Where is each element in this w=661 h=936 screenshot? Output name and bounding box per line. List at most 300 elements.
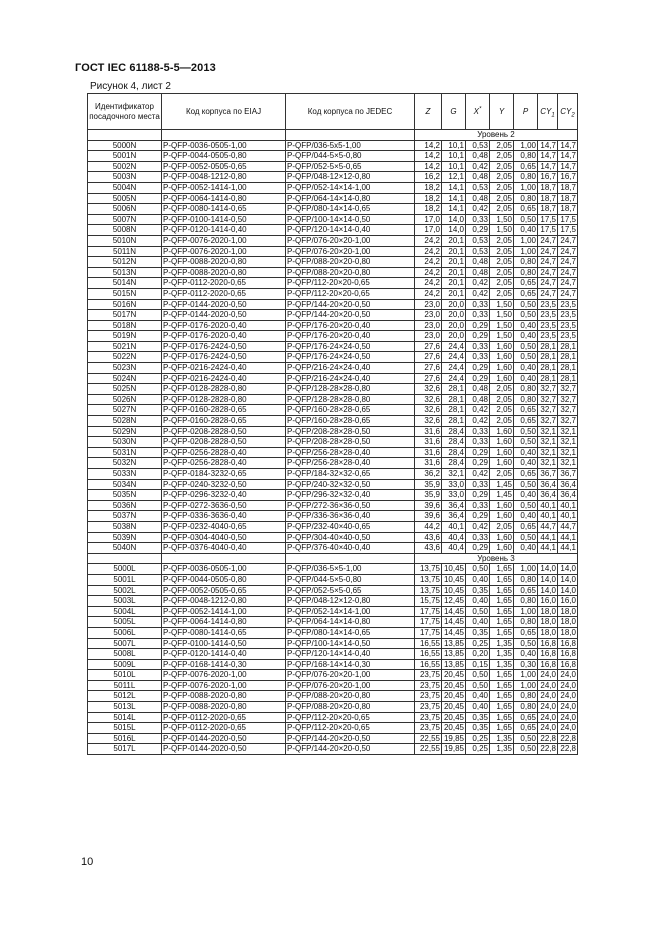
cell-cy1: 40,1 <box>538 511 558 522</box>
cell-x: 0,48 <box>466 257 490 268</box>
cell-cy1: 23,5 <box>538 299 558 310</box>
table-row <box>88 733 578 744</box>
cell-p: 0,65 <box>514 288 538 299</box>
table-row <box>88 532 578 543</box>
cell-x: 0,42 <box>466 204 490 215</box>
cell-z: 23,75 <box>415 670 442 681</box>
cell-jedec: P-QFP/076-20×20-1,00 <box>286 680 415 691</box>
table-row <box>88 182 578 193</box>
cell-g: 10,1 <box>442 151 466 162</box>
cell-z: 17,0 <box>415 225 442 236</box>
cell-cy2: 18,0 <box>558 617 578 628</box>
cell-id: 5011L <box>88 680 162 691</box>
table-row <box>88 394 578 405</box>
cell-eiaj: P-QFP-0112-2020-0,65 <box>162 288 286 299</box>
cell-g: 20,1 <box>442 267 466 278</box>
table-row <box>88 511 578 522</box>
cell-eiaj: P-QFP-0100-1414-0,50 <box>162 214 286 225</box>
cell-g: 28,4 <box>442 437 466 448</box>
cell-x: 0,35 <box>466 723 490 734</box>
cell-eiaj: P-QFP-0052-1414-1,00 <box>162 606 286 617</box>
cell-jedec: P-QFP/036-5x5-1,00 <box>286 140 415 151</box>
cell-cy2: 18,7 <box>558 193 578 204</box>
cell-g: 28,4 <box>442 458 466 469</box>
cell-g: 10,1 <box>442 161 466 172</box>
cell-cy2: 32,1 <box>558 426 578 437</box>
cell-z: 17,0 <box>415 214 442 225</box>
cell-x: 0,48 <box>466 151 490 162</box>
table-row <box>88 405 578 416</box>
cell-cy2: 23,5 <box>558 331 578 342</box>
cell-x: 0,29 <box>466 447 490 458</box>
cell-z: 23,75 <box>415 680 442 691</box>
cell-y: 1,60 <box>490 373 514 384</box>
table-row <box>88 225 578 236</box>
cell-x: 0,40 <box>466 691 490 702</box>
cell-g: 14,1 <box>442 204 466 215</box>
cell-cy1: 32,7 <box>538 405 558 416</box>
cell-x: 0,29 <box>466 511 490 522</box>
cell-id: 5002L <box>88 585 162 596</box>
cell-cy2: 32,1 <box>558 437 578 448</box>
cell-g: 20,0 <box>442 320 466 331</box>
cell-z: 31,6 <box>415 458 442 469</box>
cell-z: 23,0 <box>415 310 442 321</box>
cell-z: 18,2 <box>415 182 442 193</box>
cell-cy1: 18,7 <box>538 182 558 193</box>
cell-id: 5016L <box>88 733 162 744</box>
cell-z: 22,55 <box>415 744 442 755</box>
cell-cy2: 24,0 <box>558 691 578 702</box>
cell-eiaj: P-QFP-0052-1414-1,00 <box>162 182 286 193</box>
cell-cy1: 36,4 <box>538 490 558 501</box>
header-jedec: Код корпуса по JEDEC <box>286 94 415 130</box>
cell-id: 5001N <box>88 151 162 162</box>
cell-cy2: 16,0 <box>558 596 578 607</box>
table-row <box>88 680 578 691</box>
cell-eiaj: P-QFP-0144-2020-0,50 <box>162 744 286 755</box>
cell-eiaj: P-QFP-0336-3636-0,40 <box>162 511 286 522</box>
cell-cy1: 18,0 <box>538 606 558 617</box>
cell-z: 31,6 <box>415 426 442 437</box>
cell-cy2: 22,8 <box>558 744 578 755</box>
cell-x: 0,25 <box>466 638 490 649</box>
table-row <box>88 320 578 331</box>
cell-z: 24,2 <box>415 288 442 299</box>
cell-id: 5015L <box>88 723 162 734</box>
cell-jedec: P-QFP/048-12×12-0,80 <box>286 596 415 607</box>
cell-jedec: P-QFP/088-20×20-0,80 <box>286 267 415 278</box>
cell-eiaj: P-QFP-0144-2020-0,50 <box>162 299 286 310</box>
cell-jedec: P-QFP/076-20×20-1,00 <box>286 235 415 246</box>
cell-jedec: P-QFP/216-24×24-0,40 <box>286 373 415 384</box>
cell-cy1: 14,0 <box>538 564 558 575</box>
table-row <box>88 744 578 755</box>
cell-p: 0,50 <box>514 214 538 225</box>
cell-jedec: P-QFP/144-20×20-0,50 <box>286 299 415 310</box>
cell-g: 20,1 <box>442 246 466 257</box>
cell-x: 0,29 <box>466 331 490 342</box>
cell-p: 0,40 <box>514 543 538 554</box>
header-y: Y <box>490 94 514 130</box>
cell-p: 1,00 <box>514 606 538 617</box>
cell-y: 2,05 <box>490 235 514 246</box>
cell-eiaj: P-QFP-0044-0505-0,80 <box>162 574 286 585</box>
cell-cy1: 32,1 <box>538 447 558 458</box>
cell-g: 20,45 <box>442 691 466 702</box>
cell-jedec: P-QFP/064-14×14-0,80 <box>286 193 415 204</box>
cell-y: 2,05 <box>490 151 514 162</box>
cell-eiaj: P-QFP-0064-1414-0,80 <box>162 193 286 204</box>
cell-y: 1,65 <box>490 702 514 713</box>
cell-g: 13,85 <box>442 649 466 660</box>
cell-cy1: 24,0 <box>538 702 558 713</box>
cell-cy1: 24,7 <box>538 235 558 246</box>
cell-cy2: 23,5 <box>558 299 578 310</box>
table-row <box>88 490 578 501</box>
cell-y: 2,05 <box>490 182 514 193</box>
cell-g: 10,45 <box>442 585 466 596</box>
cell-jedec: P-QFP/100-14×14-0,50 <box>286 638 415 649</box>
cell-g: 20,45 <box>442 712 466 723</box>
cell-z: 24,2 <box>415 257 442 268</box>
cell-x: 0,42 <box>466 288 490 299</box>
cell-cy2: 28,1 <box>558 363 578 374</box>
cell-z: 16,55 <box>415 638 442 649</box>
cell-eiaj: P-QFP-0176-2020-0,40 <box>162 320 286 331</box>
cell-eiaj: P-QFP-0076-2020-1,00 <box>162 680 286 691</box>
cell-cy2: 44,1 <box>558 532 578 543</box>
cell-p: 0,65 <box>514 161 538 172</box>
cell-cy2: 17,5 <box>558 214 578 225</box>
cell-p: 0,50 <box>514 744 538 755</box>
cell-z: 23,75 <box>415 723 442 734</box>
cell-p: 0,80 <box>514 151 538 162</box>
table-row <box>88 670 578 681</box>
cell-g: 14,45 <box>442 606 466 617</box>
cell-jedec: P-QFP/088-20×20-0,80 <box>286 257 415 268</box>
cell-cy2: 23,5 <box>558 310 578 321</box>
cell-cy2: 18,0 <box>558 606 578 617</box>
cell-y: 1,35 <box>490 733 514 744</box>
cell-x: 0,53 <box>466 182 490 193</box>
cell-x: 0,48 <box>466 384 490 395</box>
cell-y: 2,05 <box>490 416 514 427</box>
cell-jedec: P-QFP/052-14×14-1,00 <box>286 182 415 193</box>
cell-eiaj: P-QFP-0176-2020-0,40 <box>162 331 286 342</box>
cell-y: 1,65 <box>490 670 514 681</box>
cell-y: 2,05 <box>490 161 514 172</box>
table-row <box>88 426 578 437</box>
cell-eiaj: P-QFP-0256-2828-0,40 <box>162 458 286 469</box>
cell-id: 5003N <box>88 172 162 183</box>
cell-p: 0,65 <box>514 712 538 723</box>
cell-eiaj: P-QFP-0120-1414-0,40 <box>162 225 286 236</box>
cell-p: 0,40 <box>514 320 538 331</box>
table-row <box>88 574 578 585</box>
cell-cy1: 36,7 <box>538 469 558 480</box>
cell-id: 5032N <box>88 458 162 469</box>
cell-jedec: P-QFP/176-20×20-0,40 <box>286 320 415 331</box>
cell-x: 0,29 <box>466 320 490 331</box>
cell-cy1: 28,1 <box>538 363 558 374</box>
cell-cy2: 24,0 <box>558 723 578 734</box>
table-row <box>88 235 578 246</box>
cell-cy2: 32,7 <box>558 405 578 416</box>
cell-cy2: 36,7 <box>558 469 578 480</box>
cell-cy1: 44,7 <box>538 521 558 532</box>
cell-cy1: 36,4 <box>538 479 558 490</box>
cell-z: 16,55 <box>415 659 442 670</box>
cell-x: 0,42 <box>466 521 490 532</box>
cell-cy2: 14,7 <box>558 140 578 151</box>
cell-id: 5037N <box>88 511 162 522</box>
cell-p: 1,00 <box>514 140 538 151</box>
cell-y: 2,05 <box>490 193 514 204</box>
cell-x: 0,40 <box>466 574 490 585</box>
cell-eiaj: P-QFP-0208-2828-0,50 <box>162 437 286 448</box>
cell-jedec: P-QFP/048-12×12-0,80 <box>286 172 415 183</box>
cell-eiaj: P-QFP-0144-2020-0,50 <box>162 310 286 321</box>
figure-caption: Рисунок 4, лист 2 <box>90 81 171 92</box>
cell-cy2: 14,0 <box>558 574 578 585</box>
cell-id: 5004L <box>88 606 162 617</box>
cell-p: 0,50 <box>514 352 538 363</box>
cell-p: 0,40 <box>514 225 538 236</box>
cell-jedec: P-QFP/100-14×14-0,50 <box>286 214 415 225</box>
cell-p: 0,80 <box>514 691 538 702</box>
cell-cy2: 16,7 <box>558 172 578 183</box>
cell-eiaj: P-QFP-0080-1414-0,65 <box>162 627 286 638</box>
cell-cy1: 24,7 <box>538 288 558 299</box>
cell-cy1: 24,0 <box>538 680 558 691</box>
cell-id: 5022N <box>88 352 162 363</box>
cell-g: 40,4 <box>442 543 466 554</box>
cell-eiaj: P-QFP-0304-4040-0,50 <box>162 532 286 543</box>
cell-jedec: P-QFP/044-5×5-0,80 <box>286 574 415 585</box>
cell-y: 2,05 <box>490 278 514 289</box>
cell-eiaj: P-QFP-0240-3232-0,50 <box>162 479 286 490</box>
cell-eiaj: P-QFP-0232-4040-0,65 <box>162 521 286 532</box>
cell-cy2: 14,7 <box>558 151 578 162</box>
table-row <box>88 649 578 660</box>
table-row <box>88 564 578 575</box>
cell-cy2: 24,0 <box>558 702 578 713</box>
cell-jedec: P-QFP/376-40×40-0,40 <box>286 543 415 554</box>
cell-id: 5012N <box>88 257 162 268</box>
cell-cy1: 32,1 <box>538 426 558 437</box>
cell-p: 0,80 <box>514 267 538 278</box>
cell-z: 13,75 <box>415 574 442 585</box>
cell-jedec: P-QFP/176-20×20-0,40 <box>286 331 415 342</box>
cell-p: 0,65 <box>514 585 538 596</box>
table-row <box>88 416 578 427</box>
table-body <box>88 130 578 755</box>
cell-eiaj: P-QFP-0088-2020-0,80 <box>162 267 286 278</box>
cell-z: 24,2 <box>415 267 442 278</box>
cell-x: 0,29 <box>466 225 490 236</box>
cell-x: 0,40 <box>466 702 490 713</box>
cell-g: 20,45 <box>442 670 466 681</box>
cell-jedec: P-QFP/076-20×20-1,00 <box>286 670 415 681</box>
cell-g: 28,1 <box>442 394 466 405</box>
cell-y: 1,60 <box>490 511 514 522</box>
cell-cy1: 22,8 <box>538 744 558 755</box>
cell-x: 0,48 <box>466 172 490 183</box>
table-row <box>88 723 578 734</box>
cell-y: 1,50 <box>490 214 514 225</box>
cell-z: 24,2 <box>415 278 442 289</box>
cell-z: 27,6 <box>415 363 442 374</box>
table-row <box>88 606 578 617</box>
cell-cy1: 44,1 <box>538 543 558 554</box>
header-cy2: $CY_2$ <box>558 94 578 130</box>
cell-y: 1,60 <box>490 352 514 363</box>
cell-cy1: 16,0 <box>538 596 558 607</box>
cell-y: 1,35 <box>490 649 514 660</box>
cell-id: 5008L <box>88 649 162 660</box>
cell-cy2: 16,8 <box>558 649 578 660</box>
cell-eiaj: P-QFP-0064-1414-0,80 <box>162 617 286 628</box>
cell-eiaj: P-QFP-0176-2424-0,50 <box>162 352 286 363</box>
cell-id: 5000N <box>88 140 162 151</box>
cell-id: 5013N <box>88 267 162 278</box>
cell-y: 2,05 <box>490 267 514 278</box>
cell-cy1: 17,5 <box>538 225 558 236</box>
cell-cy2: 44,7 <box>558 521 578 532</box>
cell-y: 1,65 <box>490 627 514 638</box>
cell-p: 0,80 <box>514 574 538 585</box>
cell-y: 1,65 <box>490 574 514 585</box>
cell-cy1: 23,5 <box>538 320 558 331</box>
cell-p: 0,80 <box>514 193 538 204</box>
cell-cy1: 16,8 <box>538 659 558 670</box>
cell-cy1: 16,8 <box>538 638 558 649</box>
page-number: 10 <box>81 856 94 868</box>
cell-jedec: P-QFP/176-24×24-0,50 <box>286 352 415 363</box>
cell-eiaj: P-QFP-0272-3636-0,50 <box>162 500 286 511</box>
cell-g: 19,85 <box>442 744 466 755</box>
cell-eiaj: P-QFP-0256-2828-0,40 <box>162 447 286 458</box>
cell-cy2: 40,1 <box>558 500 578 511</box>
cell-jedec: P-QFP/080-14×14-0,65 <box>286 204 415 215</box>
cell-p: 0,50 <box>514 479 538 490</box>
table-row <box>88 257 578 268</box>
cell-x: 0,50 <box>466 606 490 617</box>
cell-x: 0,35 <box>466 585 490 596</box>
cell-y: 2,05 <box>490 288 514 299</box>
cell-y: 1,60 <box>490 543 514 554</box>
cell-y: 1,50 <box>490 331 514 342</box>
cell-id: 5011N <box>88 246 162 257</box>
cell-jedec: P-QFP/088-20×20-0,80 <box>286 691 415 702</box>
cell-jedec: P-QFP/052-5×5-0,65 <box>286 161 415 172</box>
cell-eiaj: P-QFP-0088-2020-0,80 <box>162 257 286 268</box>
cell-x: 0,33 <box>466 479 490 490</box>
cell-z: 36,2 <box>415 469 442 480</box>
table-row <box>88 500 578 511</box>
cell-g: 24,4 <box>442 373 466 384</box>
cell-cy1: 28,1 <box>538 341 558 352</box>
cell-eiaj: P-QFP-0296-3232-0,40 <box>162 490 286 501</box>
table-row <box>88 617 578 628</box>
cell-cy2: 40,1 <box>558 511 578 522</box>
cell-p: 0,80 <box>514 617 538 628</box>
cell-id: 5035N <box>88 490 162 501</box>
cell-g: 24,4 <box>442 341 466 352</box>
table-row <box>88 352 578 363</box>
cell-p: 0,80 <box>514 702 538 713</box>
cell-z: 18,2 <box>415 193 442 204</box>
level-row-spacer <box>88 553 162 564</box>
cell-x: 0,33 <box>466 437 490 448</box>
cell-id: 5018N <box>88 320 162 331</box>
cell-cy2: 18,7 <box>558 204 578 215</box>
cell-id: 5040N <box>88 543 162 554</box>
cell-id: 5038N <box>88 521 162 532</box>
cell-x: 0,48 <box>466 267 490 278</box>
table-row <box>88 702 578 713</box>
cell-jedec: P-QFP/304-40×40-0,50 <box>286 532 415 543</box>
cell-id: 5027N <box>88 405 162 416</box>
cell-p: 0,80 <box>514 394 538 405</box>
cell-eiaj: P-QFP-0048-1212-0,80 <box>162 172 286 183</box>
cell-cy1: 24,7 <box>538 246 558 257</box>
cell-id: 5033N <box>88 469 162 480</box>
cell-g: 20,0 <box>442 310 466 321</box>
cell-p: 0,50 <box>514 532 538 543</box>
cell-eiaj: P-QFP-0160-2828-0,65 <box>162 405 286 416</box>
cell-p: 0,65 <box>514 416 538 427</box>
cell-x: 0,42 <box>466 416 490 427</box>
cell-id: 5007N <box>88 214 162 225</box>
cell-cy2: 14,0 <box>558 585 578 596</box>
cell-g: 14,1 <box>442 182 466 193</box>
table-row <box>88 363 578 374</box>
cell-eiaj: P-QFP-0088-2020-0,80 <box>162 691 286 702</box>
cell-cy1: 14,7 <box>538 151 558 162</box>
cell-y: 2,05 <box>490 140 514 151</box>
cell-g: 20,45 <box>442 702 466 713</box>
cell-eiaj: P-QFP-0120-1414-0,40 <box>162 649 286 660</box>
cell-z: 15,75 <box>415 596 442 607</box>
cell-cy2: 24,7 <box>558 267 578 278</box>
cell-x: 0,50 <box>466 564 490 575</box>
cell-x: 0,53 <box>466 235 490 246</box>
cell-z: 23,75 <box>415 712 442 723</box>
cell-eiaj: P-QFP-0176-2424-0,50 <box>162 341 286 352</box>
cell-cy1: 23,5 <box>538 331 558 342</box>
cell-cy1: 17,5 <box>538 214 558 225</box>
cell-z: 32,6 <box>415 405 442 416</box>
cell-z: 13,75 <box>415 585 442 596</box>
cell-cy2: 24,7 <box>558 257 578 268</box>
cell-g: 28,4 <box>442 426 466 437</box>
cell-cy1: 16,7 <box>538 172 558 183</box>
cell-jedec: P-QFP/160-28×28-0,65 <box>286 416 415 427</box>
cell-g: 12,1 <box>442 172 466 183</box>
table-row <box>88 447 578 458</box>
cell-z: 16,2 <box>415 172 442 183</box>
cell-z: 27,6 <box>415 352 442 363</box>
table-row <box>88 331 578 342</box>
cell-p: 0,50 <box>514 638 538 649</box>
cell-cy1: 18,0 <box>538 627 558 638</box>
cell-x: 0,25 <box>466 733 490 744</box>
cell-jedec: P-QFP/160-28×28-0,65 <box>286 405 415 416</box>
cell-jedec: P-QFP/208-28×28-0,50 <box>286 437 415 448</box>
cell-z: 35,9 <box>415 490 442 501</box>
